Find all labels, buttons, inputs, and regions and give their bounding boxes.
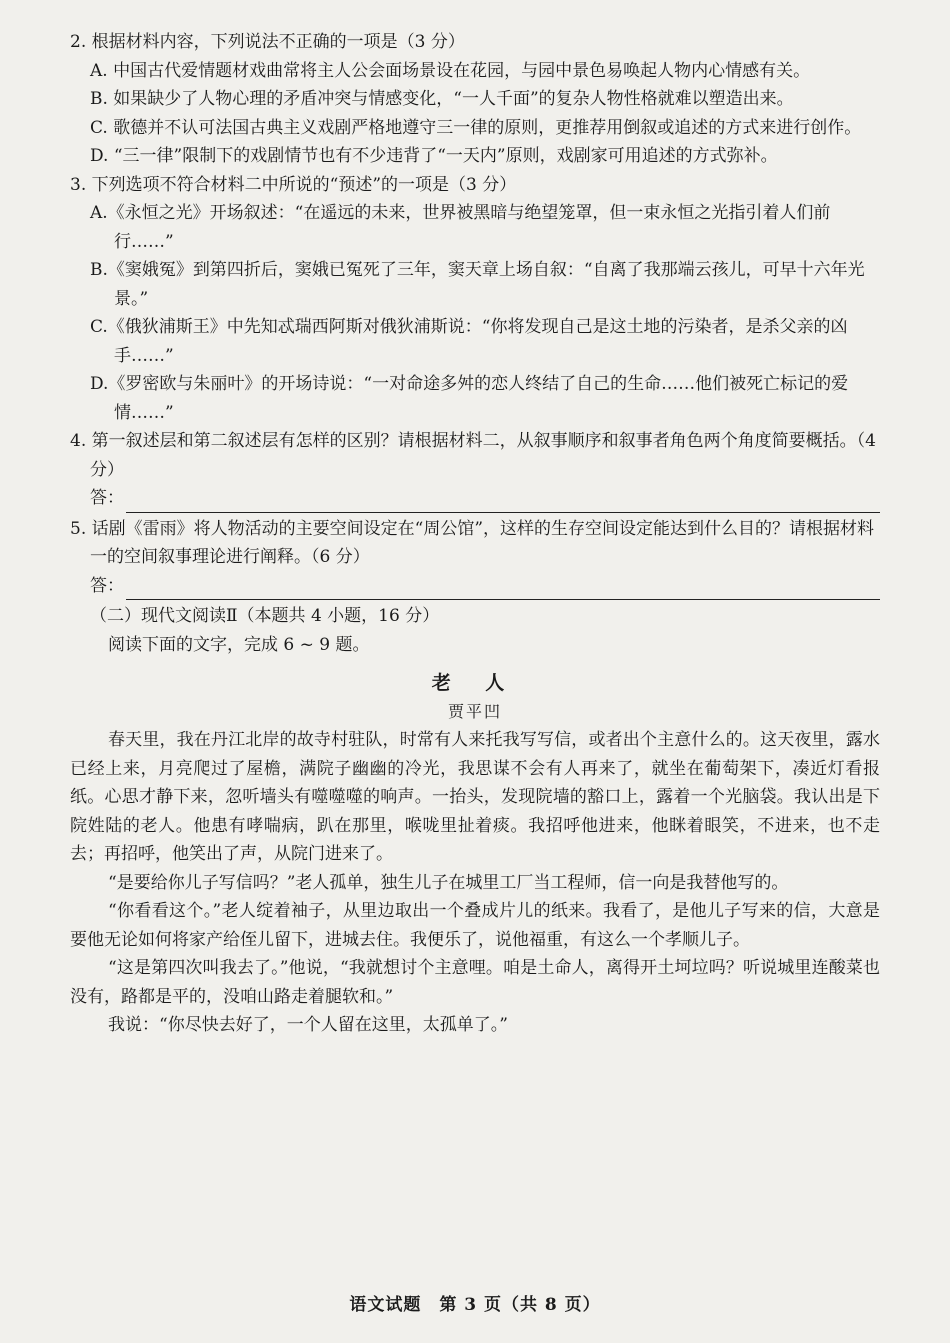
story-paragraph: “你看看这个。”老人绽着袖子，从里边取出一个叠成片儿的纸来。我看了，是他儿子写来的信，大意是要他无论如何将家产给侄儿留下，进城去住。我便乐了，说他福重，有这么一个孝顺儿子。: [70, 901, 880, 950]
page-content: [70, 28, 880, 1040]
question-4-answer-label: 答：: [90, 488, 124, 508]
question-3-stem: 3. 下列选项不符合材料二中所说的“预述”的一项是（3 分）: [70, 174, 517, 195]
story-paragraph: “这是第四次叫我去了。”他说，“我就想讨个主意哩。咱是土命人，离得开土坷垃吗？听说城里连酸菜也没有，路都是平的，没咱山路走着腿软和。”: [70, 958, 880, 1007]
question-3-option-c: C.《俄狄浦斯王》中先知忒瑞西阿斯对俄狄浦斯说：“你将发现自己是这土地的污染者，是杀父亲的凶手……”: [90, 317, 848, 366]
question-5-answer-line[interactable]: [126, 579, 880, 600]
question-2: [70, 28, 880, 171]
question-4-answer-area[interactable]: [70, 484, 880, 513]
story-paragraph: “是要给你儿子写信吗？”老人孤单，独生儿子在城里工厂当工程师，信一向是我替他写的。: [108, 872, 789, 893]
question-3: [70, 171, 880, 428]
section-heading: （二）现代文阅读Ⅱ（本题共 4 小题，16 分）: [90, 606, 440, 626]
question-2-option-a: A. 中国古代爱情题材戏曲常将主人公会面场景设在花园，与园中景色易唤起人物内心情感有关。: [90, 60, 811, 81]
story-paragraph: 我说：“你尽快去好了，一个人留在这里，太孤单了。”: [108, 1015, 508, 1035]
question-5: [70, 515, 880, 601]
question-3-option-b: B.《窦娥冤》到第四折后，窦娥已冤死了三年，窦天章上场自叙：“自离了我那端云孩儿，可早十六年光景。”: [90, 260, 865, 309]
question-3-option-a: A.《永恒之光》开场叙述：“在遥远的未来，世界被黑暗与绝望笼罩，但一束永恒之光指引着人们前行……”: [90, 203, 831, 252]
page-footer: 语文试题 第 3 页（共 8 页）: [349, 1295, 601, 1315]
question-4: [70, 427, 880, 513]
question-4-stem: 4. 第一叙述层和第二叙述层有怎样的区别？请根据材料二，从叙事顺序和叙事者角色两个角度简要概括。（4 分）: [70, 431, 876, 480]
question-5-answer-label: 答：: [90, 575, 124, 596]
story-title: 老 人: [431, 672, 519, 694]
story-author: 贾平凹: [447, 701, 502, 721]
section-instruction: 阅读下面的文字，完成 6 ~ 9 题。: [108, 634, 370, 655]
question-5-stem: 5. 话剧《雷雨》将人物活动的主要空间设定在“周公馆”，这样的生存空间设定能达到什么目的？请根据材料一的空间叙事理论进行阐释。（6 分）: [70, 518, 875, 567]
question-4-answer-line[interactable]: [126, 492, 880, 513]
question-2-option-b: B. 如果缺少了人物心理的矛盾冲突与情感变化，“一人千面”的复杂人物性格就难以塑造出来。: [90, 89, 794, 109]
question-2-stem: 2. 根据材料内容，下列说法不正确的一项是（3 分）: [70, 32, 465, 52]
question-5-answer-area[interactable]: [70, 572, 880, 601]
question-2-option-c: C. 歌德并不认可法国古典主义戏剧严格地遵守三一律的原则，更推荐用倒叙或追述的方式来进行创作。: [90, 117, 862, 138]
question-3-option-d: D.《罗密欧与朱丽叶》的开场诗说：“一对命途多舛的恋人终结了自己的生命……他们被死亡标记的爱情……”: [90, 374, 849, 423]
story-paragraph: 春天里，我在丹江北岸的故寺村驻队，时常有人来托我写写信，或者出个主意什么的。这天夜里，露水已经上来，月亮爬过了屋檐，满院子幽幽的冷光，我思谋不会有人再来了，就坐在葡萄架下，凑近灯看报纸。心思才静下来，忽听墙头有噬噬噬的响声。一抬头，发现院墙的豁口上，露着一个光脑袋。我认出是下院姓陆的老人。他患有哮喘病，趴在那里，喉咙里扯着痰。我招呼他进来，他眯着眼笑，不进来，也不走去；再招呼，他笑出了声，从院门进来了。: [70, 730, 880, 864]
question-2-option-d: D. “三一律”限制下的戏剧情节也有不少违背了“一天内”原则，戏剧家可用追述的方式弥补。: [90, 146, 778, 166]
